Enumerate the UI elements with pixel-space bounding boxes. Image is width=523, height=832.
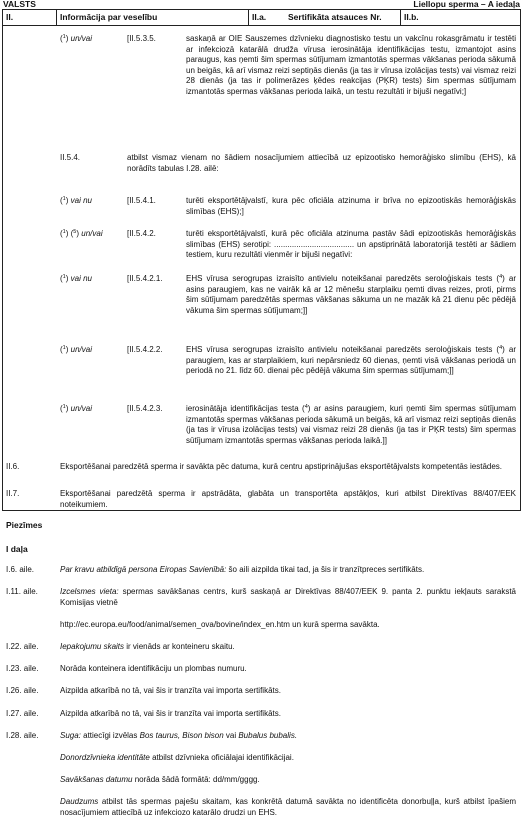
note-text: Aizpilda atkarībā no tā, vai šis ir tranzīta vai importa sertifikāts. bbox=[60, 709, 281, 718]
row-number: [II.5.4.2.3. bbox=[127, 404, 163, 413]
row-condition: ($^1$) vai nu bbox=[60, 274, 92, 283]
row-text: turēti eksportētājvalstī, kura pēc oficiāla atzinuma ir brīva no epizootiskās hemorāģiskās slimības (EHS);] bbox=[186, 196, 516, 216]
note-text: Par kravu atbildīgā persona Eiropas Savienībā: šo aili aizpilda tikai tad, ja šis ir tranzītpreces sertifikāts. bbox=[60, 565, 425, 574]
row-number: [II.5.4.2. bbox=[127, 229, 156, 238]
row-text: atbilst vismaz vienam no šādiem nosacījumiem attiecībā uz epizootisko hemorāģisko slimību (EHS), kā norādīts tabulas I.28. ailē: bbox=[127, 153, 516, 173]
note-text: Suga: attiecīgi izvēlas Bos taurus, Bison bison vai Bubalus bubalis. bbox=[60, 731, 298, 740]
row-number: [II.5.4.1. bbox=[127, 196, 156, 205]
row-condition: ($^1$) un/vai bbox=[60, 345, 92, 354]
note-text: Daudzums atbilst tās spermas paješu skaitam, kas konkrētā datumā savākta no identificēta donorbuļļa, kurš atbilst īpašiem nosacījumiem attiecībā uz infekciozo katarālo drudzi un EHS. bbox=[60, 797, 516, 817]
row-text: EHS vīrusa serogrupas izraisīto antivielu noteikšanai paredzēts seroloģiskais tests ($^4$) ar paraugiem, kas ar starplaikiem, kuri nepārsniedz 60 dienas, ņemti visā vākšanas periodā un periodā no 21. līdz 60. dienai pēc pēdējā vākuma šim spermas sūtījumam;]] bbox=[186, 345, 516, 375]
note-label: I.22. aile. bbox=[6, 642, 39, 651]
section-title: Liellopu sperma – A iedaļa bbox=[413, 0, 520, 9]
row-text: EHS vīrusa serogrupas izraisīto antivielu noteikšanai paredzēts seroloģiskais tests ($^4$) ar asins paraugiem, kas ne vairāk kā ar 12 mēnešu starplaiku ņemti divas reizes, proti, pirms šim sūtījumam paredzētās spermas vākšanas sākuma un ne mazāk kā 21 dienu pēc pēdējā vākuma šim spermas sūtījumam;]] bbox=[186, 274, 516, 315]
row-text: turēti eksportētājvalstī, kurā pēc oficiāla atzinuma pastāv šādi epizootiskās hemorāģiskās slimības (EHS) serotipi: .................................... un apstiprinātā laboratorijā testēti ar šādiem testiem, kuru rezultāti vienmēr ir bijuši negatīvi: bbox=[186, 229, 516, 259]
note-text: Iepakojumu skaits ir vienāds ar konteineru skaitu. bbox=[60, 642, 235, 651]
row-text: saskaņā ar OIE Sauszemes dzīvnieku diagnostisko testu un vakcīnu rokasgrāmatu ir testēti ar infekciozā katarālā drudža vīrusa ierosinātāja identifikācijas testu, izmantojot asins paraugus, kas ņemti šim spermas sūtījumam izmantotās spermas vākšanas perioda sākumā un beigās, kā arī vismaz reizi septiņās dienās (ja tas ir vīrusa izolācijas tests) vai vismaz reizi 28 dienās (ja tas ir polimerāzes ķēdes reakcijas (PĶR) tests) šim spermas sūtījumam izmantotās spermas vākšanas perioda laikā, un testu rezultāti ir bijuši negatīvi;] bbox=[186, 34, 516, 96]
note-url-text: http://ec.europa.eu/food/animal/semen_ova/bovine/index_en.htm un kurā sperma savākta. bbox=[60, 620, 380, 629]
row-number: II.7. bbox=[6, 489, 20, 498]
note-label: I.23. aile. bbox=[6, 664, 39, 673]
certificate-header bbox=[2, 9, 521, 26]
note-text: Savākšanas datumu norāda šādā formātā: dd/mm/gggg. bbox=[60, 775, 260, 784]
note-label: I.6. aile. bbox=[6, 565, 35, 574]
note-label: I.11. aile. bbox=[6, 587, 38, 596]
row-number: [II.5.4.2.1. bbox=[127, 274, 163, 283]
note-text: Aizpilda atkarībā no tā, vai šis ir tranzīta vai importa sertifikāts. bbox=[60, 686, 281, 695]
row-condition: ($^1$) ($^5$) un/vai bbox=[60, 229, 103, 238]
row-number: [II.5.3.5. bbox=[127, 34, 156, 43]
row-text: Eksportēšanai paredzētā sperma ir savākta pēc datuma, kurā centru apstiprinājušas eksportētājvalsts kompetentās iestādes. bbox=[60, 462, 503, 471]
header-health-info: Informācija par veselību bbox=[56, 10, 248, 25]
row-number: II.5.4. bbox=[60, 153, 81, 162]
note-label: I.28. aile. bbox=[6, 731, 39, 740]
row-number: II.6. bbox=[6, 462, 20, 471]
row-text: Eksportēšanai paredzētā sperma ir apstrādāta, glabāta un transportēta apstākļos, kuri atbilst Direktīvas 88/407/EEK noteikumiem. bbox=[60, 489, 516, 509]
note-label: I.26. aile. bbox=[6, 686, 39, 695]
header-reference-label: II.a. bbox=[252, 12, 267, 22]
country-label: VALSTS bbox=[3, 0, 36, 9]
note-label: I.27. aile. bbox=[6, 709, 39, 718]
row-number: [II.5.4.2.2. bbox=[127, 345, 163, 354]
note-text: Izcelsmes vieta: spermas savākšanas centrs, kurš saskaņā ar Direktīvas 88/407/EEK 9. panta 2. punktu iekļauts sarakstā Komisijas vietnē bbox=[60, 587, 516, 607]
note-text: Donordzīvnieka identitāte atbilst dzīvnieka oficiālajai identifikācijai. bbox=[60, 753, 294, 762]
header-part-number: II. bbox=[6, 12, 14, 22]
row-text: ierosinātāja identifikācijas testa ($^4$) ar asins paraugiem, kuri ņemti šim spermas sūtījumam izmantotās spermas vākšanas perioda sākumā un beigās, kā arī vismaz reizi septiņās dienās (ja tas ir vīrusa izolācijas tests) vai vismaz reizi 28 dienās (ja tas ir PĶR tests) šim spermas sūtījumam izmantotās spermas vākšanas perioda laikā.]] bbox=[186, 404, 517, 445]
row-condition: ($^1$) vai nu bbox=[60, 196, 92, 205]
row-condition: ($^1$) un/vai bbox=[60, 34, 92, 43]
note-text: Norāda konteinera identifikāciju un plombas numuru. bbox=[60, 664, 247, 673]
notes-part-title: I daļa bbox=[6, 544, 28, 554]
header-reference bbox=[248, 10, 400, 25]
notes-title: Piezīmes bbox=[6, 520, 43, 530]
row-condition: ($^1$) un/vai bbox=[60, 404, 92, 413]
header-part-b: II.b. bbox=[400, 10, 520, 25]
top-line bbox=[3, 0, 520, 9]
header-reference-text: Sertifikāta atsauces Nr. bbox=[288, 12, 382, 22]
